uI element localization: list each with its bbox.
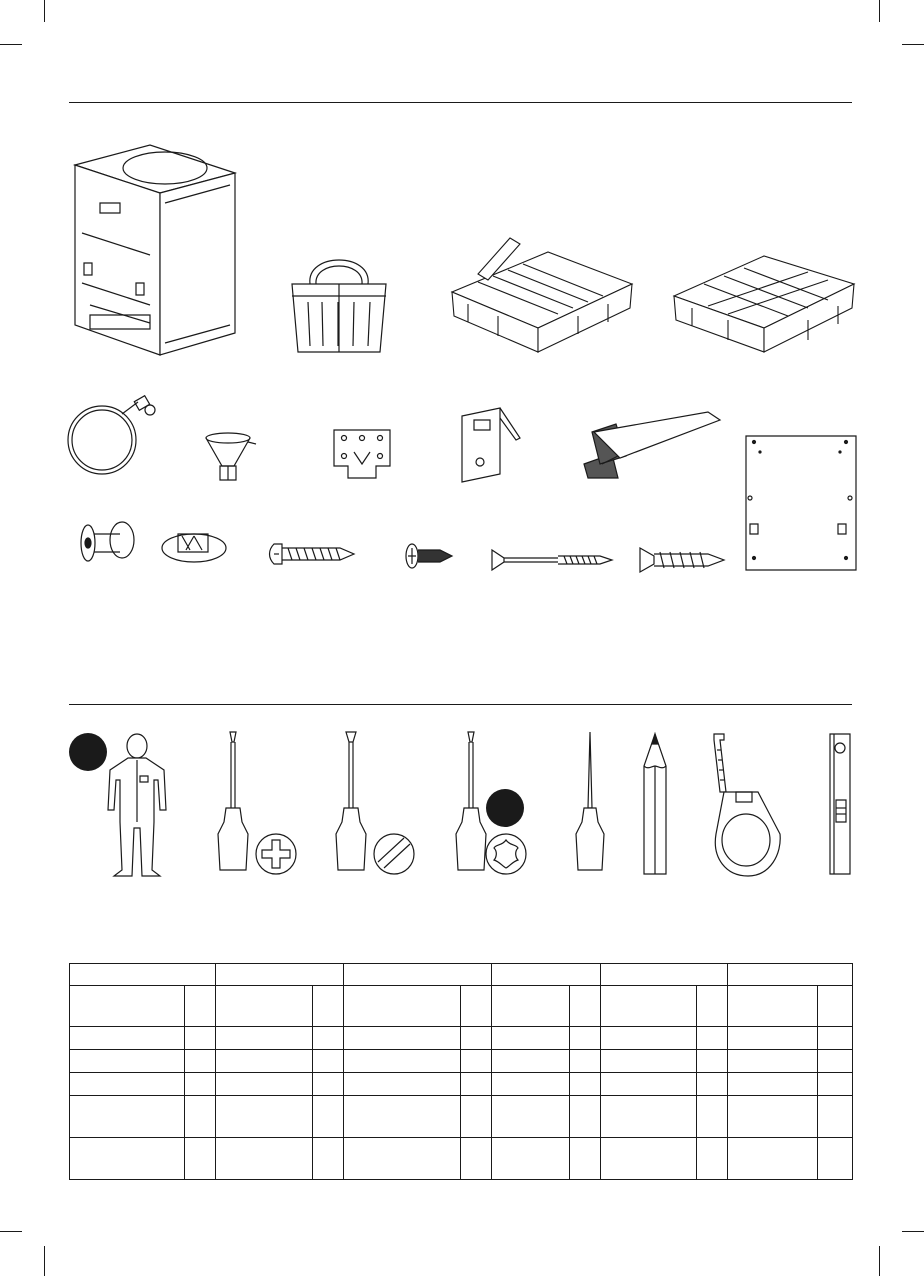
table-cell	[570, 1050, 601, 1073]
phillips-screwdriver-drawing	[212, 730, 300, 878]
table-cell	[313, 1096, 344, 1138]
long-screw-drawing	[488, 548, 614, 572]
step-marker	[69, 733, 107, 771]
table-cell	[492, 1073, 570, 1096]
table-cell	[818, 1050, 853, 1073]
crop-mark	[0, 1231, 22, 1232]
table-cell	[492, 964, 601, 986]
parts-table	[69, 963, 853, 1180]
table-cell	[570, 1096, 601, 1138]
table-cell	[728, 1138, 818, 1180]
table-cell	[216, 1096, 313, 1138]
crop-mark	[902, 44, 924, 45]
cutlery-basket-drawing	[288, 244, 390, 356]
table-cell	[461, 1138, 492, 1180]
table-cell	[216, 1050, 313, 1073]
spirit-level-drawing	[822, 730, 858, 878]
table-cell	[492, 1138, 570, 1180]
table-cell	[70, 1027, 185, 1050]
table-cell	[344, 1138, 461, 1180]
table-cell	[697, 1073, 728, 1096]
table-cell	[461, 1027, 492, 1050]
wood-screw-drawing	[636, 546, 728, 574]
table-row	[70, 1096, 853, 1138]
salt-funnel-drawing	[204, 432, 260, 484]
table-cell	[728, 1027, 818, 1050]
table-cell	[818, 1138, 853, 1180]
hinge-bracket-drawing	[458, 404, 524, 484]
table-cell	[313, 1050, 344, 1073]
table-cell	[216, 1073, 313, 1096]
crop-mark	[44, 0, 45, 22]
crop-mark	[902, 1231, 924, 1232]
table-cell	[728, 1050, 818, 1073]
table-cell	[492, 986, 570, 1027]
table-cell	[344, 964, 492, 986]
technician-drawing	[68, 732, 168, 878]
table-cell	[70, 986, 185, 1027]
table-cell	[461, 1050, 492, 1073]
lower-basket-drawing	[668, 236, 858, 356]
table-cell	[570, 986, 601, 1027]
table-cell	[313, 986, 344, 1027]
torx-screwdriver-drawing	[450, 730, 538, 878]
table-row	[70, 1027, 853, 1050]
table-cell	[313, 1138, 344, 1180]
table-cell	[70, 1050, 185, 1073]
table-cell	[818, 1073, 853, 1096]
upper-basket-drawing	[448, 234, 634, 356]
mounting-bracket-drawing	[330, 426, 394, 482]
table-cell	[185, 1138, 216, 1180]
table-cell	[601, 1096, 697, 1138]
pan-head-screw-drawing	[270, 540, 356, 568]
table-cell	[492, 1096, 570, 1138]
table-cell	[216, 964, 344, 986]
table-cell	[728, 964, 853, 986]
table-cell	[601, 1027, 697, 1050]
table-cell	[216, 986, 313, 1027]
table-cell	[492, 1050, 570, 1073]
table-row	[70, 1073, 853, 1096]
table-row	[70, 1138, 853, 1180]
table-cell	[313, 1027, 344, 1050]
adhesive-strip-drawing	[578, 408, 724, 480]
table-cell	[344, 1096, 461, 1138]
section-divider-tools	[69, 704, 852, 705]
table-cell	[216, 1027, 313, 1050]
table-cell	[697, 986, 728, 1027]
table-cell	[70, 1138, 185, 1180]
flat-screwdriver-drawing	[330, 730, 418, 878]
table-cell	[185, 1073, 216, 1096]
table-cell	[185, 1027, 216, 1050]
table-cell	[697, 1096, 728, 1138]
tape-measure-drawing	[704, 730, 784, 880]
table-cell	[818, 986, 853, 1027]
crop-mark	[879, 1246, 880, 1276]
dishwasher-drawing	[70, 133, 240, 358]
cap-drawing	[76, 518, 138, 568]
table-cell	[185, 1050, 216, 1073]
table-cell	[344, 1027, 461, 1050]
crop-mark	[0, 44, 22, 45]
table-cell	[697, 1138, 728, 1180]
step-marker	[486, 789, 524, 827]
table-cell	[570, 1027, 601, 1050]
table-cell	[344, 1073, 461, 1096]
section-divider-top	[69, 102, 852, 103]
table-cell	[728, 1073, 818, 1096]
short-screw-drawing	[404, 542, 456, 572]
pencil-drawing	[638, 730, 672, 878]
table-cell	[697, 1050, 728, 1073]
water-hose-drawing	[62, 392, 158, 478]
table-cell	[461, 1096, 492, 1138]
table-cell	[70, 1073, 185, 1096]
table-cell	[461, 986, 492, 1027]
table-cell	[601, 1073, 697, 1096]
awl-drawing	[570, 730, 610, 878]
table-cell	[818, 1096, 853, 1138]
table-cell	[70, 1096, 185, 1138]
table-cell	[570, 1073, 601, 1096]
table-cell	[697, 1027, 728, 1050]
table-cell	[570, 1138, 601, 1180]
crop-mark	[879, 0, 880, 22]
table-cell	[216, 1138, 313, 1180]
table-cell	[728, 1096, 818, 1138]
table-cell	[601, 1050, 697, 1073]
table-cell	[344, 986, 461, 1027]
table-cell	[492, 1027, 570, 1050]
table-row	[70, 986, 853, 1027]
table-cell	[601, 986, 697, 1027]
clip-drawing	[160, 526, 228, 566]
table-cell	[70, 964, 216, 986]
table-header-row	[70, 964, 853, 986]
table-cell	[185, 986, 216, 1027]
table-cell	[185, 1096, 216, 1138]
table-cell	[601, 1138, 697, 1180]
mounting-template-drawing	[744, 434, 858, 572]
table-cell	[344, 1050, 461, 1073]
table-cell	[601, 964, 728, 986]
table-cell	[461, 1073, 492, 1096]
table-cell	[313, 1073, 344, 1096]
crop-mark	[44, 1246, 45, 1276]
table-row	[70, 1050, 853, 1073]
table-cell	[728, 986, 818, 1027]
table-cell	[818, 1027, 853, 1050]
